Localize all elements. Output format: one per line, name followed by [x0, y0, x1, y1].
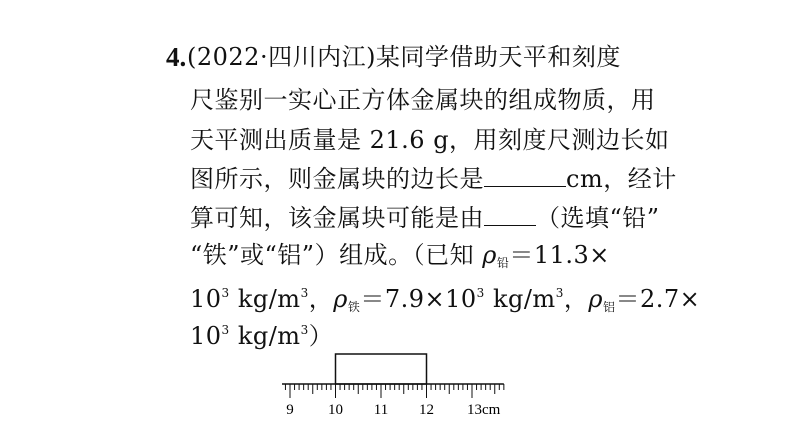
line5-text-before: 算可知，该金属块可能是由: [190, 204, 484, 232]
rho-symbol: ρ: [333, 285, 348, 313]
line6-text-before: “铁”或“铝”）组成。（已知: [190, 241, 483, 269]
ruler-figure: [270, 348, 530, 428]
unit-text: kg/m: [229, 285, 301, 313]
rho-symbol: ρ: [588, 285, 603, 313]
question-line-8: [190, 315, 333, 351]
question-line-6: [190, 240, 610, 278]
line6-text-after: ＝11.3×: [509, 241, 610, 269]
iron-density-value: ＝7.9×10: [360, 285, 477, 313]
ruler-label: 12: [419, 402, 434, 418]
line5-text-after: （选填“铅”: [536, 204, 660, 232]
unit-text: kg/m: [229, 322, 301, 350]
question-line-3: 天平测出质量是 21.6 g，用刻度尺测边长如: [190, 126, 670, 154]
power-base: 10: [190, 285, 222, 313]
ruler-label: 11: [373, 402, 389, 418]
ruler-svg: [270, 348, 530, 428]
line4-text-before: 图所示，则金属块的边长是: [190, 165, 484, 193]
exponent: 3: [476, 286, 485, 300]
rho-subscript-lead: 铅: [496, 256, 510, 270]
question-number: 4.: [166, 42, 187, 72]
rho-symbol: ρ: [482, 241, 497, 269]
ruler-label: 9: [286, 402, 294, 418]
exponent: 3: [300, 286, 309, 300]
ruler-labels: [286, 402, 500, 418]
ruler-label: 13cm: [467, 402, 501, 418]
power-base: 10: [190, 322, 222, 350]
answer-blank-side-length[interactable]: [484, 164, 566, 187]
rho-subscript-aluminum: 铝: [602, 300, 616, 314]
closing-paren: ）: [308, 322, 334, 350]
question-line-1: (2022·四川内江)某同学借助天平和刻度: [187, 43, 621, 71]
exponent: 3: [555, 286, 564, 300]
line4-text-after: cm，经计: [566, 165, 677, 193]
separator: ，: [308, 285, 334, 313]
aluminum-density-value: ＝2.7×: [615, 285, 701, 313]
exponent: 3: [221, 286, 230, 300]
question-line-5: [190, 203, 660, 233]
exponent: 3: [300, 323, 309, 337]
exponent: 3: [221, 323, 230, 337]
ruler-label: 10: [328, 402, 343, 418]
answer-blank-material[interactable]: [484, 203, 536, 226]
separator: ，: [563, 285, 589, 313]
ruler-ticks: [285, 384, 503, 398]
question-line-4: [190, 164, 677, 194]
rho-subscript-iron: 铁: [347, 300, 361, 314]
metal-block: [336, 354, 427, 384]
unit-text: kg/m: [484, 285, 556, 313]
question-line-2: 尺鉴别一实心正方体金属块的组成物质，用: [190, 86, 656, 114]
